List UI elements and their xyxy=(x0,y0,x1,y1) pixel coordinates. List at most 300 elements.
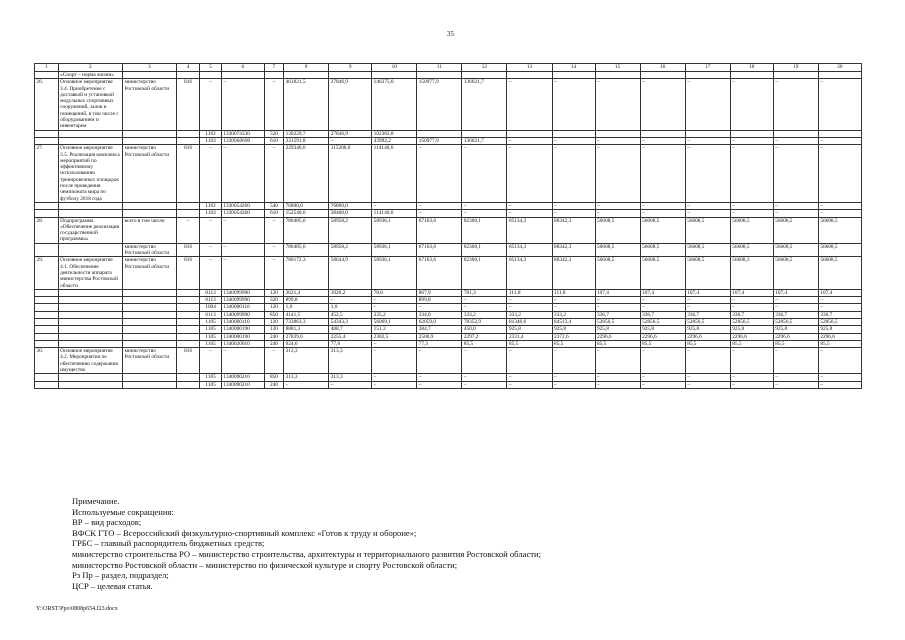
table-cell: – xyxy=(552,145,595,203)
table-cell: – xyxy=(372,297,417,304)
table-cell: 85134,3 xyxy=(507,243,552,257)
table-cell: – xyxy=(818,381,861,388)
table-cell: – xyxy=(552,79,595,130)
table-cell: 925,8 xyxy=(685,326,730,333)
table-cell: 152540,6 xyxy=(284,210,329,217)
table-cell: 780485,6 xyxy=(284,243,329,257)
table-cell: – xyxy=(221,348,264,374)
table-cell: 56608,5 xyxy=(685,257,730,289)
table-cell xyxy=(552,130,595,137)
table-cell xyxy=(417,130,462,137)
table-row xyxy=(35,130,862,137)
table-cell: министерство Ростовской области xyxy=(123,145,177,203)
column-header: 13 xyxy=(507,64,552,72)
table-cell: – xyxy=(818,137,861,144)
table-cell: – xyxy=(818,79,861,130)
table-cell: – xyxy=(595,79,640,130)
table-cell: 111,8 xyxy=(507,289,552,296)
table-cell: 146375,0 xyxy=(372,79,417,130)
header-row xyxy=(35,64,862,72)
table-cell: – xyxy=(507,79,552,130)
table-cell: 151,3 xyxy=(372,326,417,333)
table-cell xyxy=(35,297,59,304)
table-cell: 77,8 xyxy=(329,340,372,347)
table-cell xyxy=(35,289,59,296)
table-cell: 85,5 xyxy=(462,340,507,347)
item-name-cell: Основное мероприятие 3.4. Приобретение с доставкой и установкой модульных спортивных сооружений, залов и помещений, в том числе с оборудованием и инвентарем xyxy=(58,79,122,130)
table-cell: – xyxy=(685,202,730,209)
table-cell: 85,5 xyxy=(685,340,730,347)
table-cell: – xyxy=(552,304,595,311)
table-cell xyxy=(818,72,861,79)
table-cell: 781,3 xyxy=(462,289,507,296)
table-cell: 1105 xyxy=(200,326,221,333)
note-line: ВР – вид расходов; xyxy=(72,517,142,528)
table-cell: – xyxy=(507,145,552,203)
note-line: ВФСК ГТО – Всероссийский физкультурно-спортивный комплекс «Готов к труду и обороне»; xyxy=(72,527,417,538)
note-line: Рз Пр – раздел, подраздел; xyxy=(72,570,169,581)
table-cell: 867,9 xyxy=(417,289,462,296)
table-cell: 2255,4 xyxy=(329,333,372,340)
table-cell: – xyxy=(507,381,552,388)
table-cell: 56608,5 xyxy=(773,243,818,257)
table-cell: 58936,1 xyxy=(372,243,417,257)
table-cell: – xyxy=(595,145,640,203)
budget-table xyxy=(34,63,862,389)
table-cell: 85,5 xyxy=(773,340,818,347)
table-cell: 1105 xyxy=(200,374,221,381)
column-header: 11 xyxy=(417,64,462,72)
table-cell: 1105 xyxy=(200,381,221,388)
table-cell: 1103 xyxy=(200,137,221,144)
table-cell: 115200,0 xyxy=(329,145,372,203)
table-cell xyxy=(123,326,177,333)
table-cell: 76800,0 xyxy=(284,202,329,209)
table-cell: – xyxy=(552,374,595,381)
table-row xyxy=(35,374,862,381)
note-line: ГРБС – главный распорядитель бюджетных средств; xyxy=(72,538,265,549)
table-cell: 336,7 xyxy=(773,311,818,318)
table-cell: – xyxy=(595,374,640,381)
table-cell xyxy=(35,304,59,311)
table-cell: – xyxy=(372,374,417,381)
item-name-cell xyxy=(58,333,122,340)
item-name-cell: Основное мероприятие 3.5. Реализация комплекса мероприятий по эффективному использованию тренировочных площадок после проведения чемпионата мира по футболу 2018 года xyxy=(58,145,122,203)
table-cell: – xyxy=(730,210,773,217)
table-cell: 229340,6 xyxy=(284,145,329,203)
item-name-cell xyxy=(58,326,122,333)
table-cell: – xyxy=(264,145,283,203)
table-cell: 120 xyxy=(264,289,283,296)
table-cell: 56608,5 xyxy=(730,217,773,243)
table-cell: 88342,3 xyxy=(552,257,595,289)
table-cell: – xyxy=(595,210,640,217)
column-header: 15 xyxy=(595,64,640,72)
table-cell: 58936,1 xyxy=(372,217,417,243)
table-cell: – xyxy=(507,137,552,144)
table-cell: 107,4 xyxy=(818,289,861,296)
table-cell: 52856,5 xyxy=(595,318,640,325)
table-cell: – xyxy=(462,210,507,217)
table-cell: – xyxy=(818,202,861,209)
table-cell: 27839,6 xyxy=(284,333,329,340)
table-cell: – xyxy=(372,340,417,347)
table-cell: – xyxy=(640,374,685,381)
table-cell xyxy=(35,210,59,217)
table-cell xyxy=(200,72,221,79)
table-cell: – xyxy=(640,145,685,203)
item-name-cell xyxy=(58,137,122,144)
table-cell: 1103 xyxy=(200,210,221,217)
table-cell: 1,0 xyxy=(284,304,329,311)
table-cell xyxy=(176,297,200,304)
table-cell xyxy=(123,137,177,144)
column-header: 7 xyxy=(264,64,283,72)
table-cell: – xyxy=(685,348,730,374)
table-cell xyxy=(176,333,200,340)
table-cell: 56608,5 xyxy=(640,243,685,257)
table-cell: 114140,6 xyxy=(372,145,417,203)
table-cell: – xyxy=(462,381,507,388)
table-cell: 81346,6 xyxy=(507,318,552,325)
table-cell: 240 xyxy=(264,381,283,388)
note-line: Используемые сокращения: xyxy=(72,506,174,517)
table-cell: 58958,2 xyxy=(329,217,372,243)
table-cell: 82300,1 xyxy=(462,243,507,257)
table-cell: 816 xyxy=(176,79,200,130)
table-cell: – xyxy=(221,257,264,289)
table-cell: 850 xyxy=(264,374,283,381)
table-cell: – xyxy=(200,145,221,203)
table-cell: 1340099990 xyxy=(221,311,264,318)
table-cell xyxy=(123,318,177,325)
column-header: 8 xyxy=(284,64,329,72)
table-cell: – xyxy=(200,243,221,257)
table-cell xyxy=(35,381,59,388)
table-cell: – xyxy=(730,348,773,374)
table-cell xyxy=(123,210,177,217)
table-cell: 120 xyxy=(264,326,283,333)
table-cell xyxy=(773,130,818,137)
table-cell: 452,5 xyxy=(329,311,372,318)
table-cell: министерство Ростовской области xyxy=(123,257,177,289)
table-cell xyxy=(176,318,200,325)
table-cell: – xyxy=(552,210,595,217)
table-cell: 58936,1 xyxy=(372,257,417,289)
table-cell: 107,4 xyxy=(730,289,773,296)
table-cell: 111,8 xyxy=(552,289,595,296)
table-cell: 610 xyxy=(264,137,283,144)
table-cell xyxy=(329,72,372,79)
table-cell xyxy=(730,130,773,137)
table-cell: 540 xyxy=(264,202,283,209)
table-cell: 1340000190 xyxy=(221,326,264,333)
table-cell: – xyxy=(507,210,552,217)
table-cell: 313,3 xyxy=(284,348,329,374)
table-cell: – xyxy=(773,304,818,311)
table-cell xyxy=(123,333,177,340)
table-cell: министерство Ростовской области xyxy=(123,243,177,257)
table-row xyxy=(35,333,862,340)
table-cell: 58958,2 xyxy=(329,243,372,257)
column-header: 1 xyxy=(35,64,59,72)
table-cell: – xyxy=(640,304,685,311)
table-cell: – xyxy=(507,202,552,209)
column-header: 3 xyxy=(123,64,177,72)
table-cell: 27846,9 xyxy=(329,130,372,137)
item-name-cell xyxy=(58,381,122,388)
table-cell: 114140,6 xyxy=(372,210,417,217)
table-row xyxy=(35,311,862,318)
table-cell: – xyxy=(329,137,372,144)
table-cell: – xyxy=(417,348,462,374)
table-cell: – xyxy=(730,381,773,388)
table-cell: – xyxy=(372,348,417,374)
table-cell: 52856,5 xyxy=(685,318,730,325)
column-header: 9 xyxy=(329,64,372,72)
table-cell: 88342,3 xyxy=(552,217,595,243)
table-cell: 1330054260 xyxy=(221,210,264,217)
table-cell xyxy=(685,72,730,79)
table-cell: 56608,5 xyxy=(773,217,818,243)
table-cell: – xyxy=(640,137,685,144)
table-cell: 52856,5 xyxy=(818,318,861,325)
table-cell: – xyxy=(640,297,685,304)
table-cell: – xyxy=(264,348,283,374)
note-line: министерство строительства РО – министерство строительства, архитектуры и территориального развития Ростовской области; xyxy=(72,548,541,559)
table-cell: 56608,5 xyxy=(685,243,730,257)
table-cell xyxy=(123,304,177,311)
table-cell xyxy=(507,72,552,79)
column-header: 19 xyxy=(773,64,818,72)
table-cell xyxy=(35,243,59,257)
table-cell: – xyxy=(595,297,640,304)
table-cell xyxy=(123,289,177,296)
table-cell: 2296,6 xyxy=(640,333,685,340)
table-cell: 334,0 xyxy=(417,311,462,318)
table-cell: 85,5 xyxy=(730,340,773,347)
table-row xyxy=(35,318,862,325)
table-cell: – xyxy=(417,304,462,311)
table-cell xyxy=(176,72,200,79)
table-cell: 102382,8 xyxy=(372,130,417,137)
table-cell: 56608,5 xyxy=(685,217,730,243)
table-cell: – xyxy=(730,297,773,304)
column-header: 4 xyxy=(176,64,200,72)
table-cell: 320 xyxy=(264,297,283,304)
table-cell: – xyxy=(773,348,818,374)
table-cell xyxy=(123,340,177,347)
table-cell: – xyxy=(595,202,640,209)
table-cell: 56608,5 xyxy=(818,257,861,289)
table-cell: 1102 xyxy=(200,130,221,137)
table-cell: 2296,6 xyxy=(730,333,773,340)
table-cell: 610 xyxy=(264,210,283,217)
item-name-cell xyxy=(58,297,122,304)
table-cell xyxy=(35,130,59,137)
table-cell: 336,7 xyxy=(595,311,640,318)
table-cell: всего в том числе: xyxy=(123,217,177,243)
table-cell: 816 xyxy=(176,145,200,203)
item-name-cell xyxy=(58,210,122,217)
table-cell: – xyxy=(640,348,685,374)
table-cell: 3621,4 xyxy=(284,289,329,296)
table-row xyxy=(35,202,862,209)
table-cell: 1340099990 xyxy=(221,297,264,304)
table-cell: – xyxy=(221,79,264,130)
table-cell xyxy=(176,130,200,137)
table-cell: – xyxy=(507,304,552,311)
table-cell: 136621,7 xyxy=(462,79,507,130)
table-cell: – xyxy=(640,202,685,209)
table-cell xyxy=(123,374,177,381)
table-cell: – xyxy=(685,374,730,381)
item-name-cell xyxy=(58,374,122,381)
table-row xyxy=(35,297,862,304)
table-cell xyxy=(685,130,730,137)
table-cell: 1340020010 xyxy=(221,340,264,347)
table-row xyxy=(35,145,862,203)
table-cell: – xyxy=(221,243,264,257)
table-cell xyxy=(176,210,200,217)
notes-title: Примечание. xyxy=(72,496,120,506)
table-cell: 67163,6 xyxy=(417,217,462,243)
table-cell: 2296,6 xyxy=(818,333,861,340)
table-cell xyxy=(417,72,462,79)
table-cell: – xyxy=(685,79,730,130)
table-cell: 77,3 xyxy=(417,340,462,347)
table-cell: – xyxy=(462,297,507,304)
table-cell: – xyxy=(221,217,264,243)
table-cell: 78,0 xyxy=(372,289,417,296)
table-cell: 1026,2 xyxy=(329,289,372,296)
table-cell: 925,8 xyxy=(507,326,552,333)
table-cell: – xyxy=(329,381,372,388)
table-cell: 1105 xyxy=(200,333,221,340)
table-cell: 1340099990 xyxy=(221,289,264,296)
note-line: министерство Ростовской области – министерство по физической культуре и спорту Ростовской области; xyxy=(72,559,458,570)
table-cell: – xyxy=(818,145,861,203)
table-cell: – xyxy=(595,381,640,388)
table-cell: 56608,5 xyxy=(640,257,685,289)
table-cell: 850 xyxy=(264,311,283,318)
table-cell: – xyxy=(730,145,773,203)
table-cell: 331591,8 xyxy=(284,137,329,144)
table-cell xyxy=(35,340,59,347)
table-cell: – xyxy=(640,210,685,217)
table-row xyxy=(35,217,862,243)
table-cell: – xyxy=(773,79,818,130)
table-cell: 384,7 xyxy=(417,326,462,333)
table-cell: 2302,5 xyxy=(372,333,417,340)
table-cell: 28. xyxy=(35,217,59,243)
table-cell: 27846,9 xyxy=(329,79,372,130)
table-cell: 54343,3 xyxy=(329,318,372,325)
table-cell: 816 xyxy=(176,243,200,257)
table-cell: – xyxy=(773,374,818,381)
column-header: 10 xyxy=(372,64,417,72)
table-cell: 85134,3 xyxy=(507,257,552,289)
table-cell xyxy=(730,72,773,79)
page-number: 35 xyxy=(447,30,454,38)
table-cell: – xyxy=(818,297,861,304)
table-cell xyxy=(462,130,507,137)
table-cell: – xyxy=(264,79,283,130)
column-header: 5 xyxy=(200,64,221,72)
table-row xyxy=(35,340,862,347)
table-cell: – xyxy=(773,202,818,209)
table-cell xyxy=(264,72,283,79)
table-cell: 85,5 xyxy=(640,340,685,347)
table-cell: – xyxy=(685,381,730,388)
table-cell: 925,8 xyxy=(818,326,861,333)
table-cell: – xyxy=(200,217,221,243)
table-cell: 56608,5 xyxy=(730,243,773,257)
table-cell: – xyxy=(685,297,730,304)
note-line: ЦСР – целевая статья. xyxy=(72,580,153,591)
table-cell: – xyxy=(552,297,595,304)
table-cell: 38400,0 xyxy=(329,210,372,217)
table-cell: 925,8 xyxy=(640,326,685,333)
table-cell: – xyxy=(200,79,221,130)
table-cell: 56608,5 xyxy=(595,257,640,289)
table-cell: – xyxy=(773,145,818,203)
table-cell: – xyxy=(264,257,283,289)
item-name-cell xyxy=(58,304,122,311)
table-cell: 27. xyxy=(35,145,59,203)
table-cell xyxy=(176,202,200,209)
table-cell: 62059,0 xyxy=(417,318,462,325)
table-cell: – xyxy=(462,145,507,203)
table-cell: 56608,5 xyxy=(818,217,861,243)
item-name-cell xyxy=(58,202,122,209)
table-cell xyxy=(372,72,417,79)
table-cell: 1,0 xyxy=(329,304,372,311)
table-cell: 924,6 xyxy=(284,340,329,347)
table-row xyxy=(35,289,862,296)
item-name-cell xyxy=(58,318,122,325)
table-cell: – xyxy=(773,137,818,144)
table-cell: 2297,2 xyxy=(462,333,507,340)
table-cell: – xyxy=(417,374,462,381)
table-cell: 56608,5 xyxy=(818,243,861,257)
table-cell: 899,8 xyxy=(284,297,329,304)
table-cell xyxy=(123,72,177,79)
table-cell: 336,7 xyxy=(818,311,861,318)
table-cell: – xyxy=(462,304,507,311)
item-name-cell: Основное мероприятие 4.2. Мероприятия по обеспечению содержания имущества xyxy=(58,348,122,374)
table-cell: 899,8 xyxy=(417,297,462,304)
table-cell: 107,4 xyxy=(773,289,818,296)
table-cell xyxy=(176,340,200,347)
table-cell: 30. xyxy=(35,348,59,374)
item-name-cell xyxy=(58,130,122,137)
table-cell: 52856,5 xyxy=(773,318,818,325)
table-cell: – xyxy=(176,217,200,243)
table-row xyxy=(35,326,862,333)
table-cell: 816 xyxy=(176,348,200,374)
table-cell: 43992,2 xyxy=(372,137,417,144)
table-cell xyxy=(176,326,200,333)
table-cell: – xyxy=(417,202,462,209)
item-name-cell xyxy=(58,340,122,347)
table-cell: – xyxy=(462,348,507,374)
table-cell: 56608,5 xyxy=(595,217,640,243)
table-row xyxy=(35,79,862,130)
table-cell xyxy=(818,130,861,137)
table-cell: 313,3 xyxy=(329,374,372,381)
table-cell xyxy=(176,137,200,144)
